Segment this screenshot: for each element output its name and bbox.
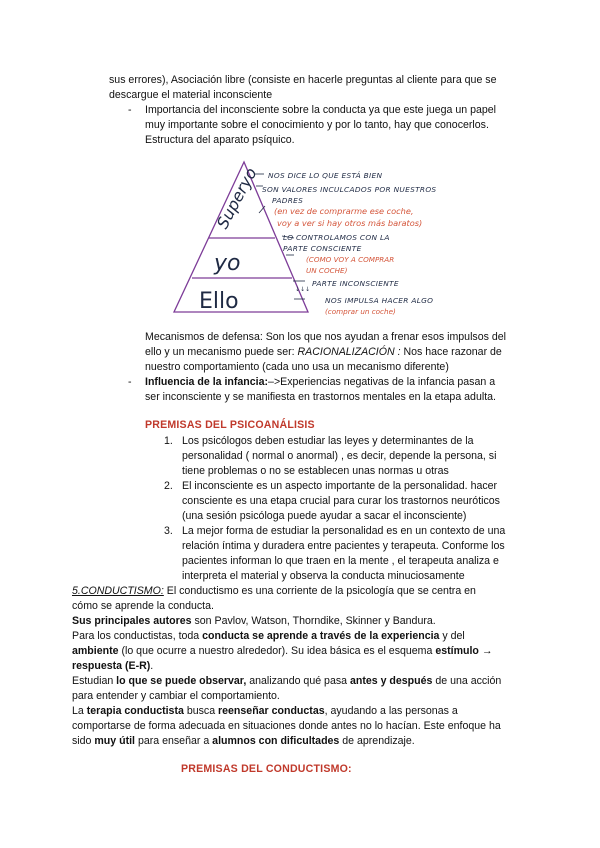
premisas-conductismo-title: PREMISAS DEL CONDUCTISMO:	[181, 763, 352, 775]
terapia-line-2: comportarse de forma adecuada en situaciones donde antes no lo hacían. Este enfoque ha	[72, 720, 501, 732]
conductistas-line-2: ambiente (lo que ocurre a nuestro alrededor). Su idea básica es el esquema estímulo →	[72, 645, 493, 657]
list-item-3-line-1: La mejor forma de estudiar la personalidad es en un contexto de una	[182, 525, 506, 537]
list-number: 2.	[164, 480, 173, 492]
list-item-3-line-2: relación íntima y duradera entre pacientes y terapeuta. Conforme los	[182, 540, 505, 552]
list-item-1-line-1: Los psicólogos deben estudiar las leyes y determinantes de la	[182, 435, 474, 447]
note-2b: PADRES	[272, 196, 304, 205]
level-yo: yo	[214, 251, 241, 276]
note-5a: (COMO VOY A COMPRAR	[306, 255, 395, 264]
note-3b: voy a ver si hay otros más baratos)	[277, 218, 423, 228]
autores-line: Sus principales autores son Pavlov, Watson, Thorndike, Skinner y Bandura.	[72, 615, 436, 627]
conductismo-line-2: cómo se aprende la conducta.	[72, 600, 214, 612]
importancia-line-2: muy importante sobre el conocimiento y por lo tanto, hay que conocerlos.	[145, 119, 489, 131]
estudian-line-2: para entender y cambiar el comportamiento.	[72, 690, 280, 702]
intro-line-2: descargue el material inconsciente	[109, 89, 273, 101]
note-4a: LO CONTROLAMOS CON LA	[283, 233, 390, 242]
importancia-line-1: Importancia del inconsciente sobre la conducta ya que este juega un papel	[145, 104, 497, 116]
note-5b: UN COCHE)	[306, 266, 348, 275]
infancia-line-2: ser inconsciente y se manifiesta en trastornos mentales en la etapa adulta.	[145, 391, 496, 403]
note-4b: PARTE CONSCIENTE	[283, 244, 362, 253]
level-superyo: Superyo	[212, 164, 261, 232]
infancia-line-1: Influencia de la infancia:–>Experiencias negativas de la infancia pasan a	[145, 376, 496, 388]
note-7: NOS IMPULSA HACER ALGO	[325, 296, 434, 305]
mecanismos-line-3: nuestro comportamiento (cada uno usa un mecanismo diferente)	[145, 361, 449, 373]
list-number: 3.	[164, 525, 173, 537]
note-6: PARTE INCONSCIENTE	[312, 279, 399, 288]
conductistas-line-1: Para los conductistas, toda conducta se aprende a través de la experiencia y del	[72, 630, 465, 642]
racionalizacion-term: RACIONALIZACIÓN :	[297, 346, 401, 358]
conductistas-line-3: respuesta (E-R).	[72, 660, 154, 672]
note-2a: SON VALORES INCULCADOS POR NUESTROS	[262, 185, 437, 194]
list-item-2-line-3: (una sesión psicóloga puede ayudar a sacar el inconsciente)	[182, 510, 467, 522]
note-3a: (en vez de comprarme ese coche,	[274, 206, 414, 216]
list-item-3-line-3: pacientes informan lo que traen en la mente , el terapeuta analiza e	[182, 555, 499, 567]
terapia-line-1: La terapia conductista busca reenseñar conductas, ayudando a las personas a	[72, 705, 458, 717]
list-item-2-line-2: consciente es una etapa crucial para curar los trastornos neuróticos	[182, 495, 500, 507]
dots-arrow-icon: ↓↓↓	[295, 286, 311, 293]
premisas-psico-title: PREMISAS DEL PSICOANÁLISIS	[145, 419, 315, 431]
conductismo-line-1: 5.CONDUCTISMO: El conductismo es una corriente de la psicología que se centra en	[72, 585, 476, 597]
mecanismos-line-2: ello y un mecanismo puede ser: RACIONALIZACIÓN : Nos hace razonar de	[145, 346, 502, 358]
estudian-line-1: Estudian lo que se puede observar, analizando qué pasa antes y después de una acción	[72, 675, 502, 687]
bullet-dash: -	[128, 376, 132, 388]
importancia-line-3: Estructura del aparato psíquico.	[145, 134, 295, 146]
list-item-3-line-4: interpreta el material y observa la conducta minuciosamente	[182, 570, 465, 582]
level-ello: Ello	[199, 289, 239, 314]
intro-line-1: sus errores), Asociación libre (consiste en hacerle preguntas al cliente para que se	[109, 74, 497, 86]
conductismo-heading: 5.CONDUCTISMO:	[72, 585, 164, 597]
list-item-1-line-2: personalidad ( normal o anormal) , es decir, depende la persona, si	[182, 450, 497, 462]
terapia-line-3: sido muy útil para enseñar a alumnos con dificultades de aprendizaje.	[72, 735, 415, 747]
list-item-2-line-1: El inconsciente es un aspecto importante de la personalidad. hacer	[182, 480, 498, 492]
note-8: (comprar un coche)	[325, 307, 396, 316]
bullet-dash: -	[128, 104, 132, 116]
mecanismos-line-1: Mecanismos de defensa: Son los que nos ayudan a frenar esos impulsos del	[145, 331, 506, 343]
list-item-1-line-3: tiene problemas o no se establecen unas normas u otras	[182, 465, 449, 477]
note-1: NOS DICE LO QUE ESTÁ BIEN	[268, 171, 383, 180]
list-number: 1.	[164, 435, 173, 447]
